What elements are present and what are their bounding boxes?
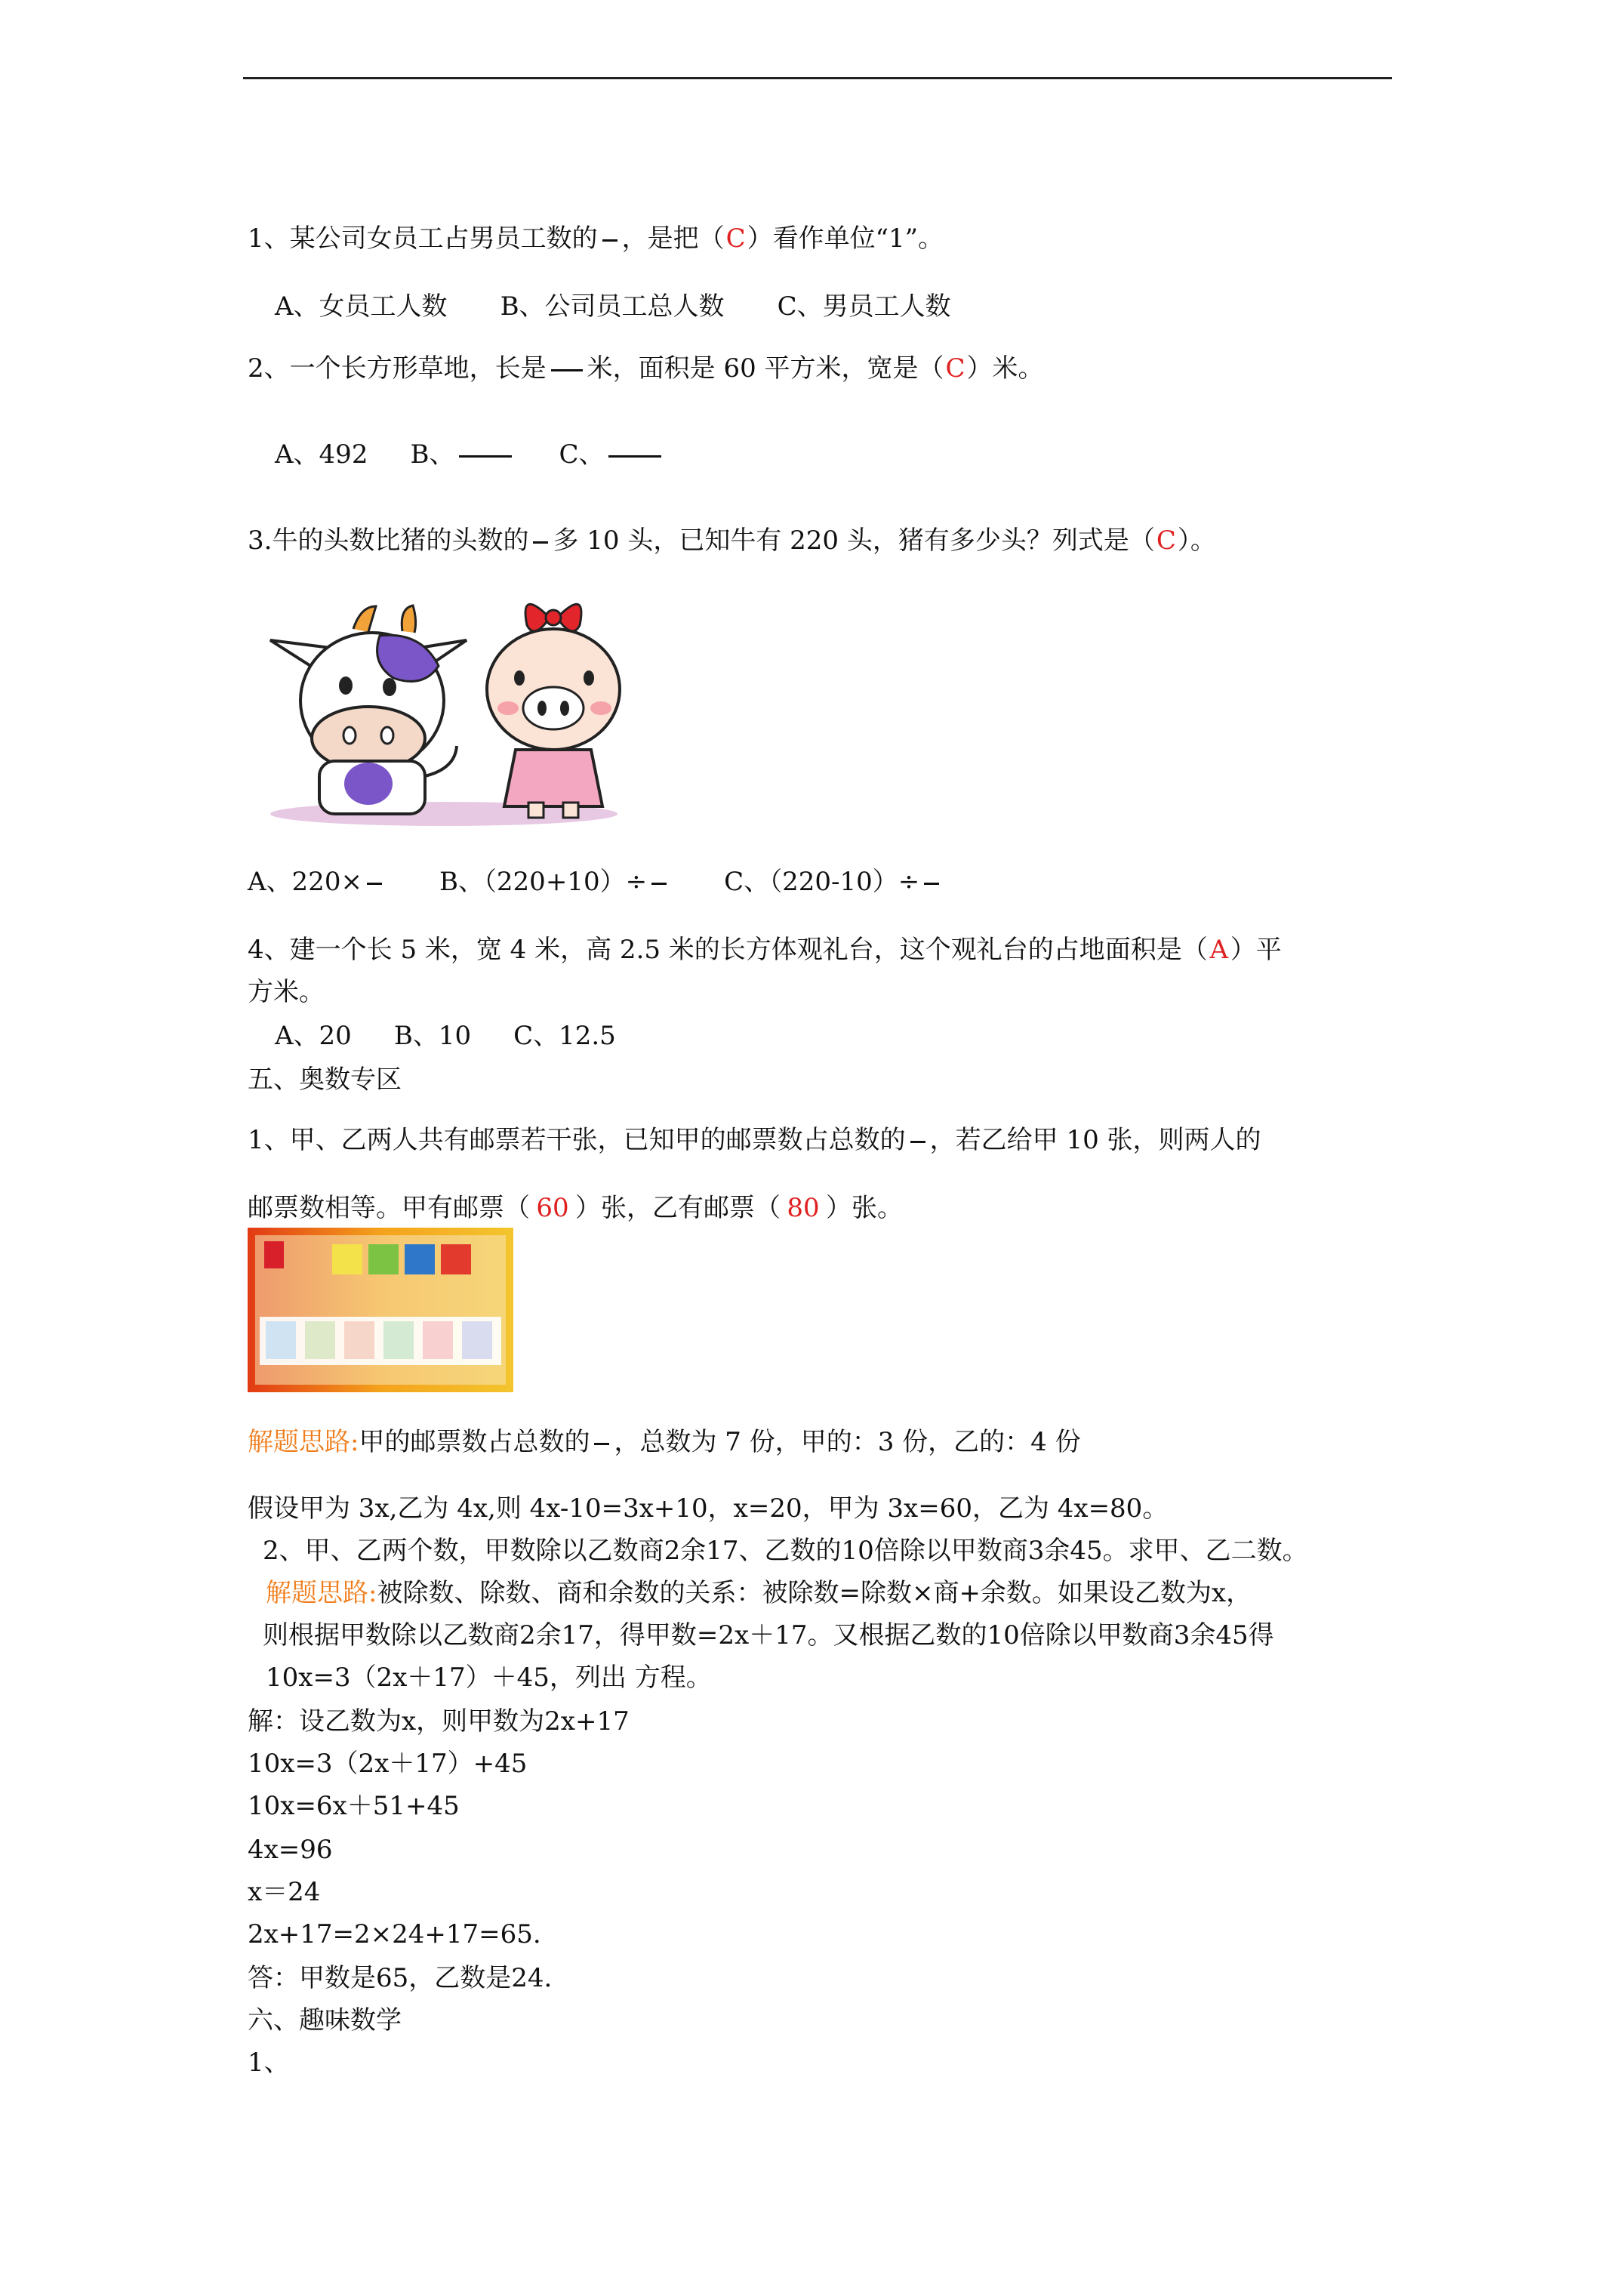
option-a: A、20 — [275, 1021, 352, 1051]
question-text: ）。 — [1177, 525, 1216, 556]
fraction-placeholder — [608, 455, 661, 458]
question-text: 米，面积是 60 平方米，宽是（ — [587, 353, 944, 384]
fraction-placeholder — [651, 883, 667, 885]
problem-1-hint — [248, 1425, 1081, 1459]
fraction-placeholder — [594, 1443, 609, 1445]
fraction-placeholder — [533, 541, 548, 544]
question-text: ）米。 — [966, 353, 1044, 384]
header-rule — [243, 77, 1392, 79]
fraction-placeholder — [924, 883, 939, 885]
answer: 60 — [536, 1193, 569, 1223]
question-4-continued: 方米。 — [248, 977, 325, 1007]
question-text: 1、甲、乙两人共有邮票若干张，已知甲的邮票数占总数的 — [248, 1125, 906, 1155]
option-b: B、（220+10）÷ — [439, 867, 648, 897]
option-a: A、220× — [248, 867, 362, 897]
question-text: ）平 — [1230, 935, 1282, 965]
option-b: B、 — [410, 439, 455, 470]
question-text: 2、一个长方形草地，长是 — [248, 353, 547, 384]
fraction-placeholder — [602, 239, 617, 242]
question-text: ）看作单位“1”。 — [747, 223, 944, 254]
hint-text: ，总数为 7 份，甲的：3 份，乙的：4 份 — [614, 1427, 1081, 1457]
option-c: C、（220-10）÷ — [724, 867, 920, 897]
question-text: ，若乙给甲 10 张，则两人的 — [929, 1125, 1261, 1155]
hint-text: 甲的邮票数占总数的 — [359, 1427, 590, 1457]
solution-step: x＝24 — [248, 1877, 321, 1907]
problem-2-hint — [266, 1576, 1252, 1610]
problem-1-solution: 假设甲为 3x,乙为 4x,则 4x-10=3x+10，x=20，甲为 3x=60，乙为 4x=80。 — [248, 1493, 1169, 1524]
solution-step: 4x=96 — [248, 1835, 333, 1865]
hint-label: 解题思路: — [248, 1427, 359, 1457]
hint-text: 被除数、除数、商和余数的关系：被除数=除数×商+余数。如果设乙数为x， — [377, 1578, 1252, 1608]
options-4 — [275, 1019, 616, 1052]
solution-step: 解：设乙数为x，则甲数为2x+17 — [248, 1706, 630, 1737]
section-heading-6: 六、趣味数学 — [248, 2005, 402, 2036]
fraction-placeholder — [551, 369, 583, 371]
question-text: 3.牛的头数比猪的头数的 — [248, 525, 529, 556]
section-heading-5: 五、奥数专区 — [248, 1065, 402, 1095]
answer: A — [1209, 935, 1229, 965]
option-c: C、12.5 — [513, 1021, 616, 1051]
solution-step: 2x+17=2×24+17=65. — [248, 1919, 541, 1949]
cow-figure — [270, 606, 467, 814]
question-2 — [248, 352, 1044, 385]
question-text: ）张，乙有邮票（ — [575, 1193, 781, 1223]
solution-step: 10x=6x＋51+45 — [248, 1791, 460, 1821]
answer: 80 — [787, 1193, 820, 1223]
question-text: ）张。 — [826, 1193, 903, 1223]
option-a: A、女员工人数 — [275, 291, 448, 322]
solution-step: 10x=3（2x＋17）+45 — [248, 1749, 528, 1779]
options-1 — [275, 290, 951, 323]
fraction-placeholder — [367, 883, 382, 885]
answer: C — [945, 353, 965, 384]
problem-2: 2、甲、乙两个数，甲数除以乙数商2余17、乙数的10倍除以甲数商3余45。求甲、乙二数。 — [263, 1536, 1308, 1566]
option-c: C、男员工人数 — [777, 291, 951, 322]
hint-label: 解题思路: — [266, 1578, 377, 1608]
answer: C — [725, 223, 746, 254]
fraction-placeholder — [459, 455, 512, 458]
question-text: 邮票数相等。甲有邮票（ — [248, 1193, 530, 1223]
question-1 — [248, 222, 944, 255]
question-text: ，是把（ — [621, 223, 725, 254]
hint-text: 10x=3（2x＋17）＋45，列出 方程。 — [266, 1663, 712, 1693]
problem-1 — [248, 1123, 1261, 1157]
answer: C — [1156, 525, 1176, 556]
hint-text: 则根据甲数除以乙数商2余17，得甲数=2x＋17。又根据乙数的10倍除以甲数商3余45得 — [263, 1620, 1274, 1650]
question-text: 4、建一个长 5 米，宽 4 米，高 2.5 米的长方体观礼台，这个观礼台的占地面积是（ — [248, 935, 1208, 965]
list-item: 1、 — [248, 2048, 290, 2078]
option-c: C、 — [559, 439, 605, 470]
option-b: B、10 — [393, 1021, 472, 1051]
pig-figure — [487, 604, 620, 818]
olympic-stamp-sheet — [248, 1228, 513, 1392]
question-text: 1、某公司女员工占男员工数的 — [248, 223, 598, 254]
solution-answer: 答：甲数是65，乙数是24. — [248, 1963, 553, 1993]
problem-1-answers — [248, 1191, 903, 1225]
options-3 — [248, 865, 944, 898]
cow-and-pig-illustration — [248, 587, 670, 829]
option-b: B、公司员工总人数 — [500, 291, 725, 322]
question-4 — [248, 933, 1282, 966]
fraction-placeholder — [910, 1141, 925, 1143]
question-text: 多 10 头，已知牛有 220 头，猪有多少头？列式是（ — [553, 525, 1155, 556]
option-a: A、492 — [275, 439, 368, 470]
options-2 — [275, 438, 666, 471]
question-3 — [248, 524, 1216, 557]
